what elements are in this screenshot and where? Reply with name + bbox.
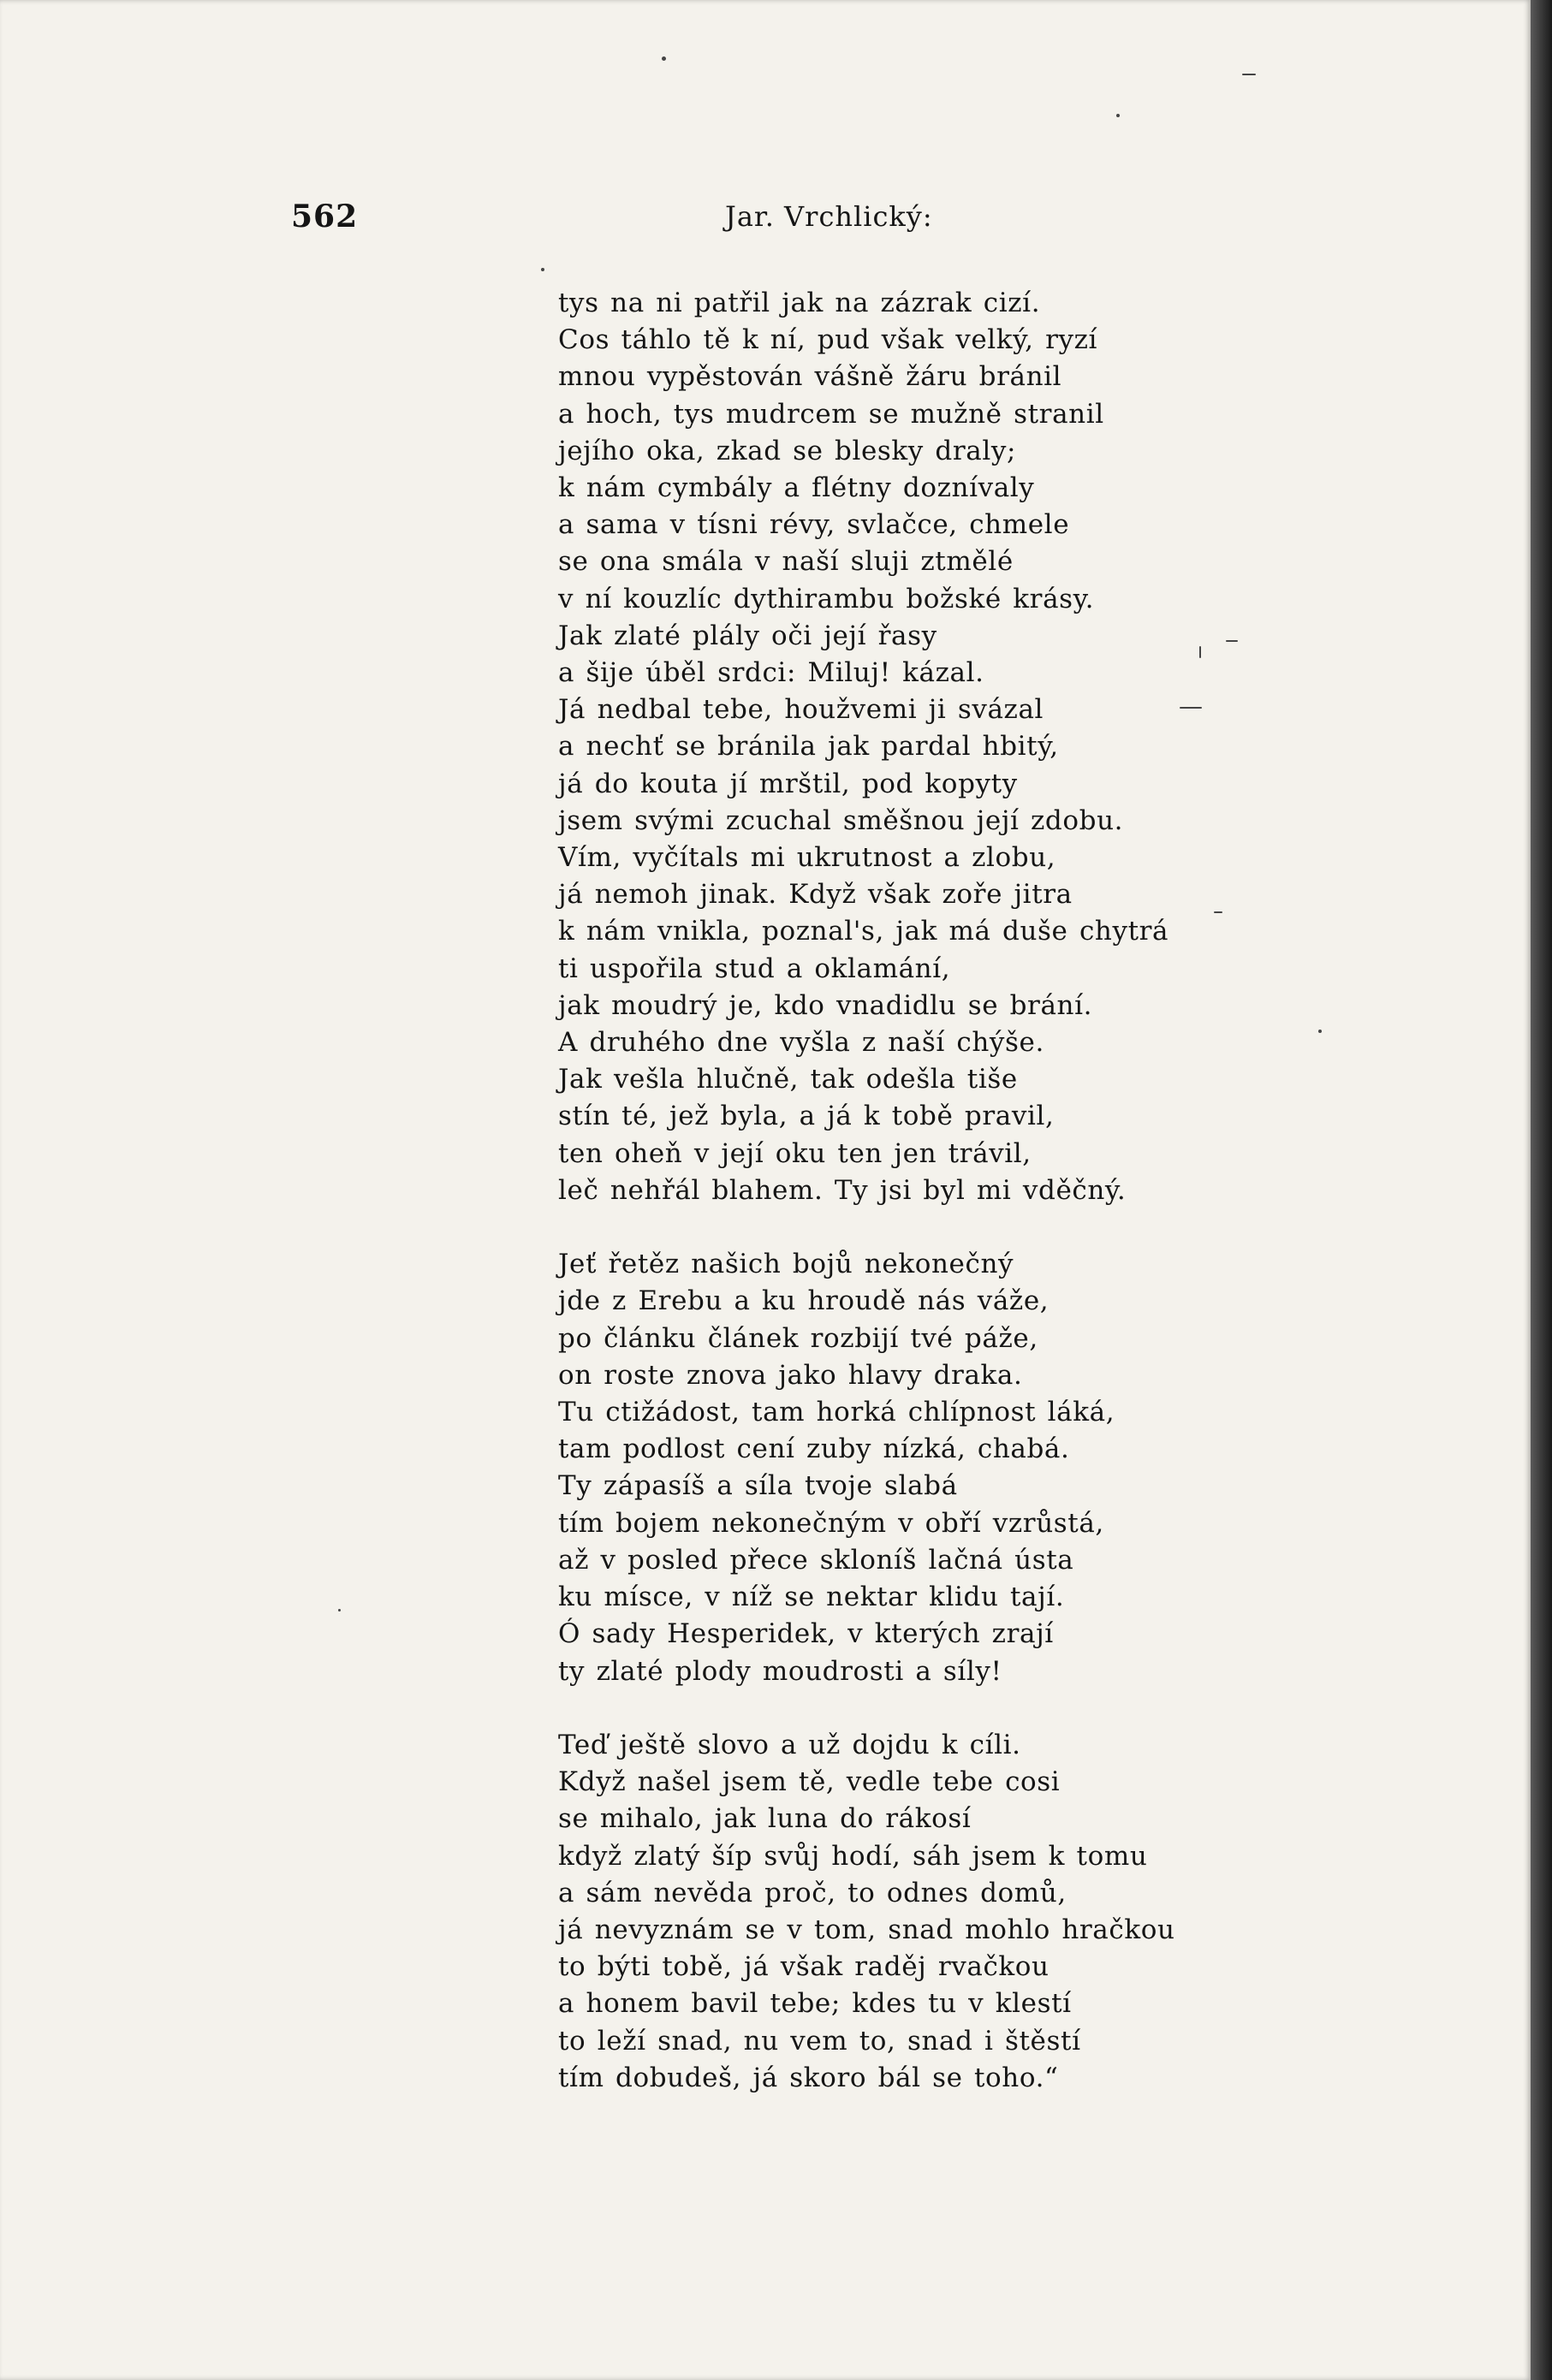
poem-line: a hoch, tys mudrcem se mužně stranil — [558, 398, 1104, 430]
poem-line: jak moudrý je, kdo vnadidlu se brání. — [558, 989, 1093, 1021]
poem-line: Jak zlaté plály oči její řasy — [558, 620, 937, 651]
poem-line: ty zlaté plody moudrosti a síly! — [558, 1655, 1002, 1687]
running-head-author: Jar. Vrchlický: — [725, 200, 933, 233]
poem-line: k nám cymbály a flétny doznívaly — [558, 472, 1035, 504]
scan-speck — [1226, 640, 1238, 642]
poem-line: když zlatý šíp svůj hodí, sáh jsem k tomu — [558, 1840, 1148, 1872]
poem-line: Cos táhlo tě k ní, pud však velký, ryzí — [558, 324, 1098, 356]
poem-line: jde z Erebu a ku hroudě nás váže, — [558, 1285, 1050, 1317]
scan-speck — [338, 1609, 341, 1611]
scan-speck — [1199, 646, 1201, 658]
poem-line: Jeť řetěz našich bojů nekonečný — [558, 1249, 1014, 1280]
poem-line: Jak vešla hlučně, tak odešla tiše — [558, 1064, 1018, 1095]
poem-line: stín té, jež byla, a já k tobě pravil, — [558, 1101, 1055, 1132]
poem-line: Teď ještě slovo a už dojdu k cíli. — [558, 1729, 1021, 1760]
poem-line: k nám vnikla, poznal's, jak má duše chytrá — [558, 916, 1169, 947]
poem-line: ti uspořila stud a oklamání, — [558, 953, 951, 984]
page-number: 562 — [291, 199, 359, 234]
poem-line: Když našel jsem tě, vedle tebe cosi — [558, 1766, 1061, 1798]
poem-line: já nemoh jinak. Když však zoře jitra — [558, 879, 1073, 911]
stanza — [558, 1246, 1243, 1689]
scan-speck — [1180, 707, 1202, 709]
poem-line: se ona smála v naší sluji ztmělé — [558, 546, 1014, 578]
poem-text — [558, 285, 1243, 2134]
poem-line: jsem svými zcuchal směšnou její zdobu. — [558, 804, 1124, 836]
poem-line: leč nehřál blahem. Ty jsi byl mi vděčný. — [558, 1174, 1127, 1206]
stanza — [558, 1727, 1243, 2097]
poem-line: ten oheň v její oku ten jen trávil, — [558, 1137, 1032, 1169]
poem-line: v ní kouzlíc dythirambu božské krásy. — [558, 583, 1095, 614]
scan-speck — [662, 56, 666, 61]
scan-speck — [1318, 1030, 1322, 1033]
poem-line: Ó sady Hesperidek, v kterých zrají — [558, 1618, 1054, 1650]
page-edge — [1531, 0, 1552, 2380]
poem-line: a honem bavil tebe; kdes tu v klestí — [558, 1988, 1072, 2020]
poem-line: a nechť se bránila jak pardal hbitý, — [558, 731, 1059, 763]
poem-line: po článku článek rozbijí tvé páže, — [558, 1322, 1038, 1354]
poem-line: jejího oka, zkad se blesky draly; — [558, 435, 1016, 466]
scan-speck — [1214, 911, 1222, 913]
scan-speck — [1242, 74, 1256, 75]
poem-line: A druhého dne vyšla z naší chýše. — [558, 1027, 1044, 1059]
poem-line: to leží snad, nu vem to, snad i štěstí — [558, 2025, 1081, 2057]
poem-line: tím dobudeš, já skoro bál se toho.“ — [558, 2062, 1059, 2093]
poem-line: a sám nevěda proč, to odnes domů, — [558, 1877, 1067, 1908]
poem-line: já nevyznám se v tom, snad mohlo hračkou — [558, 1914, 1175, 1945]
poem-line: a sama v tísni révy, svlačce, chmele — [558, 509, 1070, 541]
stanza — [558, 285, 1243, 1209]
poem-line: Já nedbal tebe, houžvemi ji svázal — [558, 694, 1044, 726]
scan-speck — [1116, 114, 1120, 117]
poem-line: mnou vypěstován vášně žáru bránil — [558, 361, 1062, 393]
poem-line: Tu ctižádost, tam horká chlípnost láká, — [558, 1397, 1115, 1428]
poem-line: až v posled přece skloníš lačná ústa — [558, 1544, 1074, 1576]
poem-line: se mihalo, jak luna do rákosí — [558, 1803, 972, 1835]
poem-line: tam podlost cení zuby nízká, chabá. — [558, 1433, 1070, 1465]
poem-line: to býti tobě, já však raděj rvačkou — [558, 1951, 1050, 1983]
running-head — [291, 199, 1284, 241]
poem-line: Vím, vyčítals mi ukrutnost a zlobu, — [558, 842, 1056, 874]
poem-line: Ty zápasíš a síla tvoje slabá — [558, 1470, 958, 1502]
poem-line: já do kouta jí mrštil, pod kopyty — [558, 768, 1018, 799]
poem-line: tím bojem nekonečným v obří vzrůstá, — [558, 1507, 1104, 1539]
scan-speck — [541, 268, 544, 271]
poem-line: ku míscе, v níž se nektar klidu tají. — [558, 1582, 1065, 1613]
poem-line: on roste znova jako hlavy draka. — [558, 1359, 1023, 1391]
poem-line: tys na ni patřil jak na zázrak cizí. — [558, 288, 1041, 318]
poem-line: a šije úběl srdci: Miluj! kázal. — [558, 657, 984, 689]
